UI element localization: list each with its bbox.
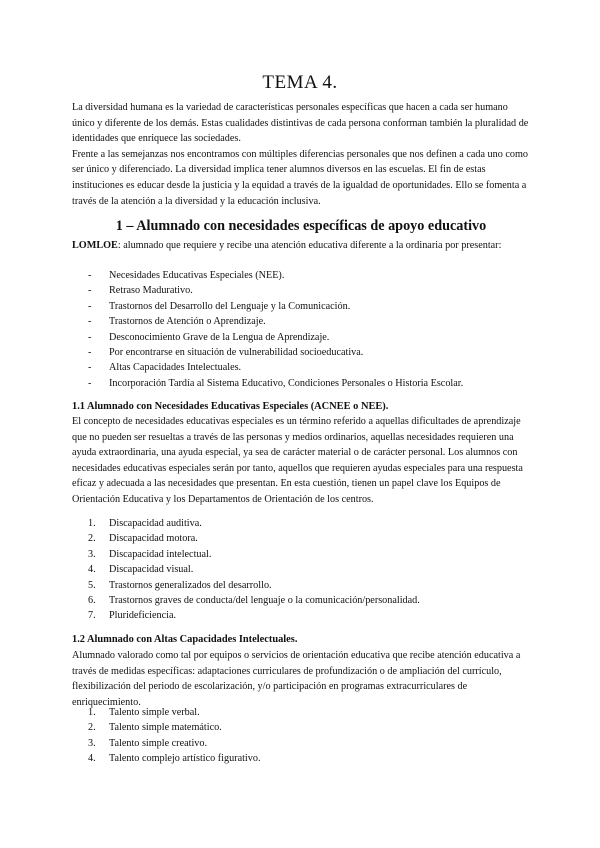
section-1-1-list xyxy=(88,516,420,624)
list-dash: - xyxy=(88,285,92,297)
list-item-text: Desconocimiento Grave de la Lengua de Aprendizaje. xyxy=(109,331,330,343)
list-item xyxy=(88,299,463,314)
list-item-text: Por encontrarse en situación de vulnerabilidad socioeducativa. xyxy=(109,347,364,359)
list-number: 2. xyxy=(88,722,96,734)
lomloe-label: LOMLOE xyxy=(72,240,118,251)
lomloe-text: : alumnado que requiere y recibe una atención educativa diferente a la ordinaria por presentar: xyxy=(117,240,502,251)
list-dash: - xyxy=(88,270,92,281)
list-item-text: Talento simple creativo. xyxy=(109,737,208,749)
list-item-text: Talento complejo artístico figurativo. xyxy=(109,753,261,765)
list-number: 6. xyxy=(88,595,96,607)
list-item xyxy=(88,345,463,360)
list-item-text: Trastornos de Atención o Aprendizaje. xyxy=(109,316,266,328)
list-item-text: Plurideficiencia. xyxy=(109,610,177,622)
section-1-2-heading: 1.2 Alumnado con Altas Capacidades Intelectuales. xyxy=(72,634,298,645)
list-item-text: Discapacidad visual. xyxy=(109,564,194,576)
list-item xyxy=(88,376,463,391)
list-number: 4. xyxy=(88,564,96,576)
list-item-text: Trastornos generalizados del desarrollo. xyxy=(109,579,272,591)
list-item xyxy=(88,705,261,720)
list-item-text: Discapacidad intelectual. xyxy=(109,548,212,560)
list-item-text: Incorporación Tardía al Sistema Educativo, Condiciones Personales o Historia Escolar. xyxy=(109,377,464,389)
list-item xyxy=(88,283,463,298)
list-dash: - xyxy=(88,316,92,328)
list-item xyxy=(88,578,420,593)
intro-paragraph-2: Frente a las semejanzas nos encontramos con múltiples diferencias personales que nos definen a cada uno como ser único y diferenciado. La diversidad implica tener alumnos diversos en las escuelas. El fin de estas instituciones es educar desde la justicia y la equidad a través de la igualdad de oportunidades. Ello se fomenta a través de la atención a la diversidad y la educación inclusiva. xyxy=(72,148,529,207)
list-number: 1. xyxy=(88,707,96,718)
list-item-text: Talento simple verbal. xyxy=(109,707,200,718)
list-item-text: Altas Capacidades Intelectuales. xyxy=(109,362,242,374)
list-item-text: Discapacidad motora. xyxy=(109,533,198,545)
list-item xyxy=(88,593,420,608)
list-item-text: Retraso Madurativo. xyxy=(109,285,193,297)
list-number: 3. xyxy=(88,737,96,749)
list-number: 5. xyxy=(88,579,96,591)
section-1-list xyxy=(88,268,463,391)
list-dash: - xyxy=(88,377,92,389)
list-number: 4. xyxy=(88,753,96,765)
list-item xyxy=(88,736,261,751)
intro-paragraph-1: La diversidad humana es la variedad de características personales específicas que hacen a cada ser humano único y diferente de los demás. Estas cualidades distintivas de cada persona conforman también la pluralidad de identidades que enriquece las sociedades. xyxy=(72,102,529,145)
section-1-2-list xyxy=(88,705,261,767)
section-1-2-paragraph: Alumnado valorado como tal por equipos o servicios de orientación educativa que recibe atención educativa a través de medidas específicas: adaptaciones curriculares de profundización o de ampliación del currículo, flexibilización del periodo de escolarización, y/o participación en programas extracurriculares de enriquecimiento. xyxy=(72,650,521,708)
list-item xyxy=(88,608,420,623)
list-dash: - xyxy=(88,331,92,343)
list-item-text: Trastornos del Desarrollo del Lenguaje y la Comunicación. xyxy=(109,300,351,312)
list-dash: - xyxy=(88,300,92,312)
list-item xyxy=(88,547,420,562)
list-item xyxy=(88,360,463,375)
section-1-lead xyxy=(72,238,530,254)
list-item-text: Necesidades Educativas Especiales (NEE). xyxy=(109,270,285,281)
list-number: 2. xyxy=(88,533,96,545)
list-dash: - xyxy=(88,362,92,374)
list-number: 1. xyxy=(88,518,96,529)
page-title: TEMA 4. xyxy=(262,72,338,93)
list-number: 7. xyxy=(88,610,96,622)
list-item xyxy=(88,268,463,283)
list-item xyxy=(88,751,261,766)
list-item xyxy=(88,531,420,546)
list-item-text: Discapacidad auditiva. xyxy=(109,518,202,529)
section-1-heading: 1 – Alumnado con necesidades específicas de apoyo educativo xyxy=(115,218,487,234)
list-item xyxy=(88,720,261,735)
list-item xyxy=(88,516,420,531)
section-1-1-paragraph: El concepto de necesidades educativas especiales es un término referido a aquellas dificultades de aprendizaje que no pueden ser resueltas a través de las personas y medios ordinarios, aquellas necesidades requieren una ayuda extraordinaria, una ayuda especial, ya sea de carácter material o de carácter personal. Los alumnos con necesidades educativas especiales serán por tanto, aquellos que requieren ayudas especiales para una respuesta eficaz y adecuada a las necesidades que presentan. En esta cuestión, tienen un papel clave los Equipos de Orientación Educativa y los Departamentos de Orientación de los centros. xyxy=(72,416,523,505)
section-1-1-heading: 1.1 Alumnado con Necesidades Educativas Especiales (ACNEE o NEE). xyxy=(72,401,389,412)
list-item-text: Talento simple matemático. xyxy=(109,722,222,734)
list-item xyxy=(88,562,420,577)
list-item xyxy=(88,314,463,329)
list-number: 3. xyxy=(88,548,96,560)
list-item-text: Trastornos graves de conducta/del lenguaje o la comunicación/personalidad. xyxy=(109,595,420,607)
list-dash: - xyxy=(88,347,92,359)
list-item xyxy=(88,330,463,345)
